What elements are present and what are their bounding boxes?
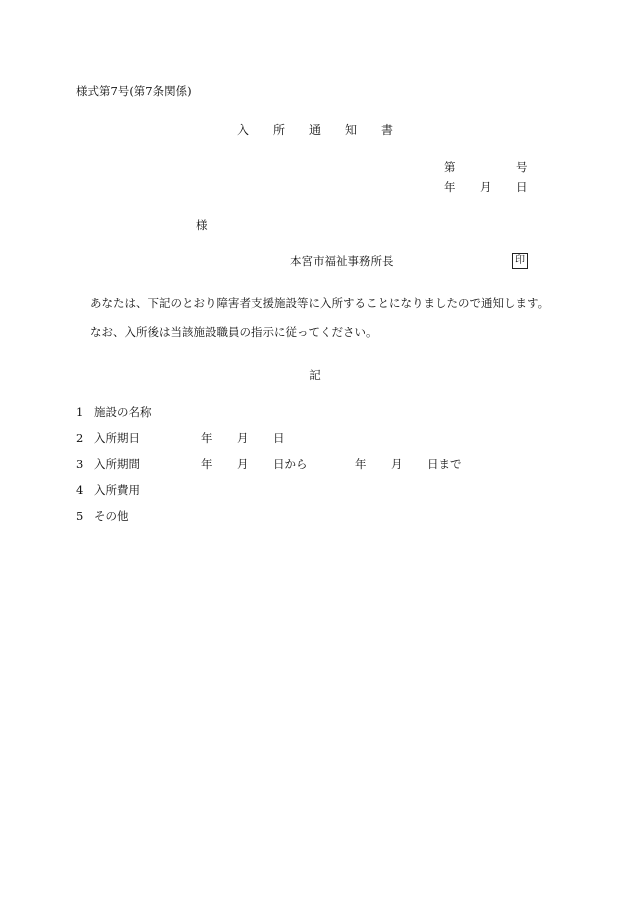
title-char: 書 (381, 123, 394, 137)
item-label-admission-date: 入所期日 (94, 431, 140, 445)
title-char: 知 (345, 123, 358, 137)
date-day-label: 日 (516, 180, 528, 194)
item-number: 5 (76, 509, 84, 523)
item-label-other: その他 (94, 509, 129, 523)
item-label-facility-name: 施設の名称 (94, 405, 152, 419)
title-char: 所 (272, 123, 285, 137)
item-label-admission-fee: 入所費用 (94, 483, 140, 497)
admission-year-label: 年 (201, 431, 213, 445)
item-label-admission-period: 入所期間 (94, 457, 140, 471)
period-start-month-label: 月 (237, 457, 249, 471)
item-number: 2 (76, 431, 84, 445)
ki-heading: 記 (309, 368, 321, 382)
title-char: 通 (308, 123, 321, 137)
issuer-name: 本宮市福祉事務所長 (290, 254, 394, 268)
period-start-year-label: 年 (201, 457, 213, 471)
seal-stamp: 印 (512, 253, 528, 269)
admission-month-label: 月 (237, 431, 249, 445)
body-paragraph-1: あなたは、下記のとおり障害者支援施設等に入所することになりましたので通知します。 (90, 296, 550, 310)
item-number: 3 (76, 457, 84, 471)
title-char: 入 (236, 123, 249, 137)
document-title (0, 124, 630, 136)
period-start-day-label: 日から (273, 457, 308, 471)
item-number: 1 (76, 405, 84, 419)
number-suffix: 号 (516, 160, 528, 174)
form-number: 様式第7号(第7条関係) (76, 84, 192, 98)
date-year-label: 年 (444, 180, 456, 194)
period-end-year-label: 年 (355, 457, 367, 471)
period-end-day-label: 日まで (427, 457, 462, 471)
item-number: 4 (76, 483, 84, 497)
recipient-suffix: 様 (196, 218, 208, 232)
date-month-label: 月 (480, 180, 492, 194)
body-paragraph-2: なお、入所後は当該施設職員の指示に従ってください。 (90, 325, 378, 339)
period-end-month-label: 月 (391, 457, 403, 471)
number-prefix: 第 (444, 160, 456, 174)
admission-day-label: 日 (273, 431, 285, 445)
